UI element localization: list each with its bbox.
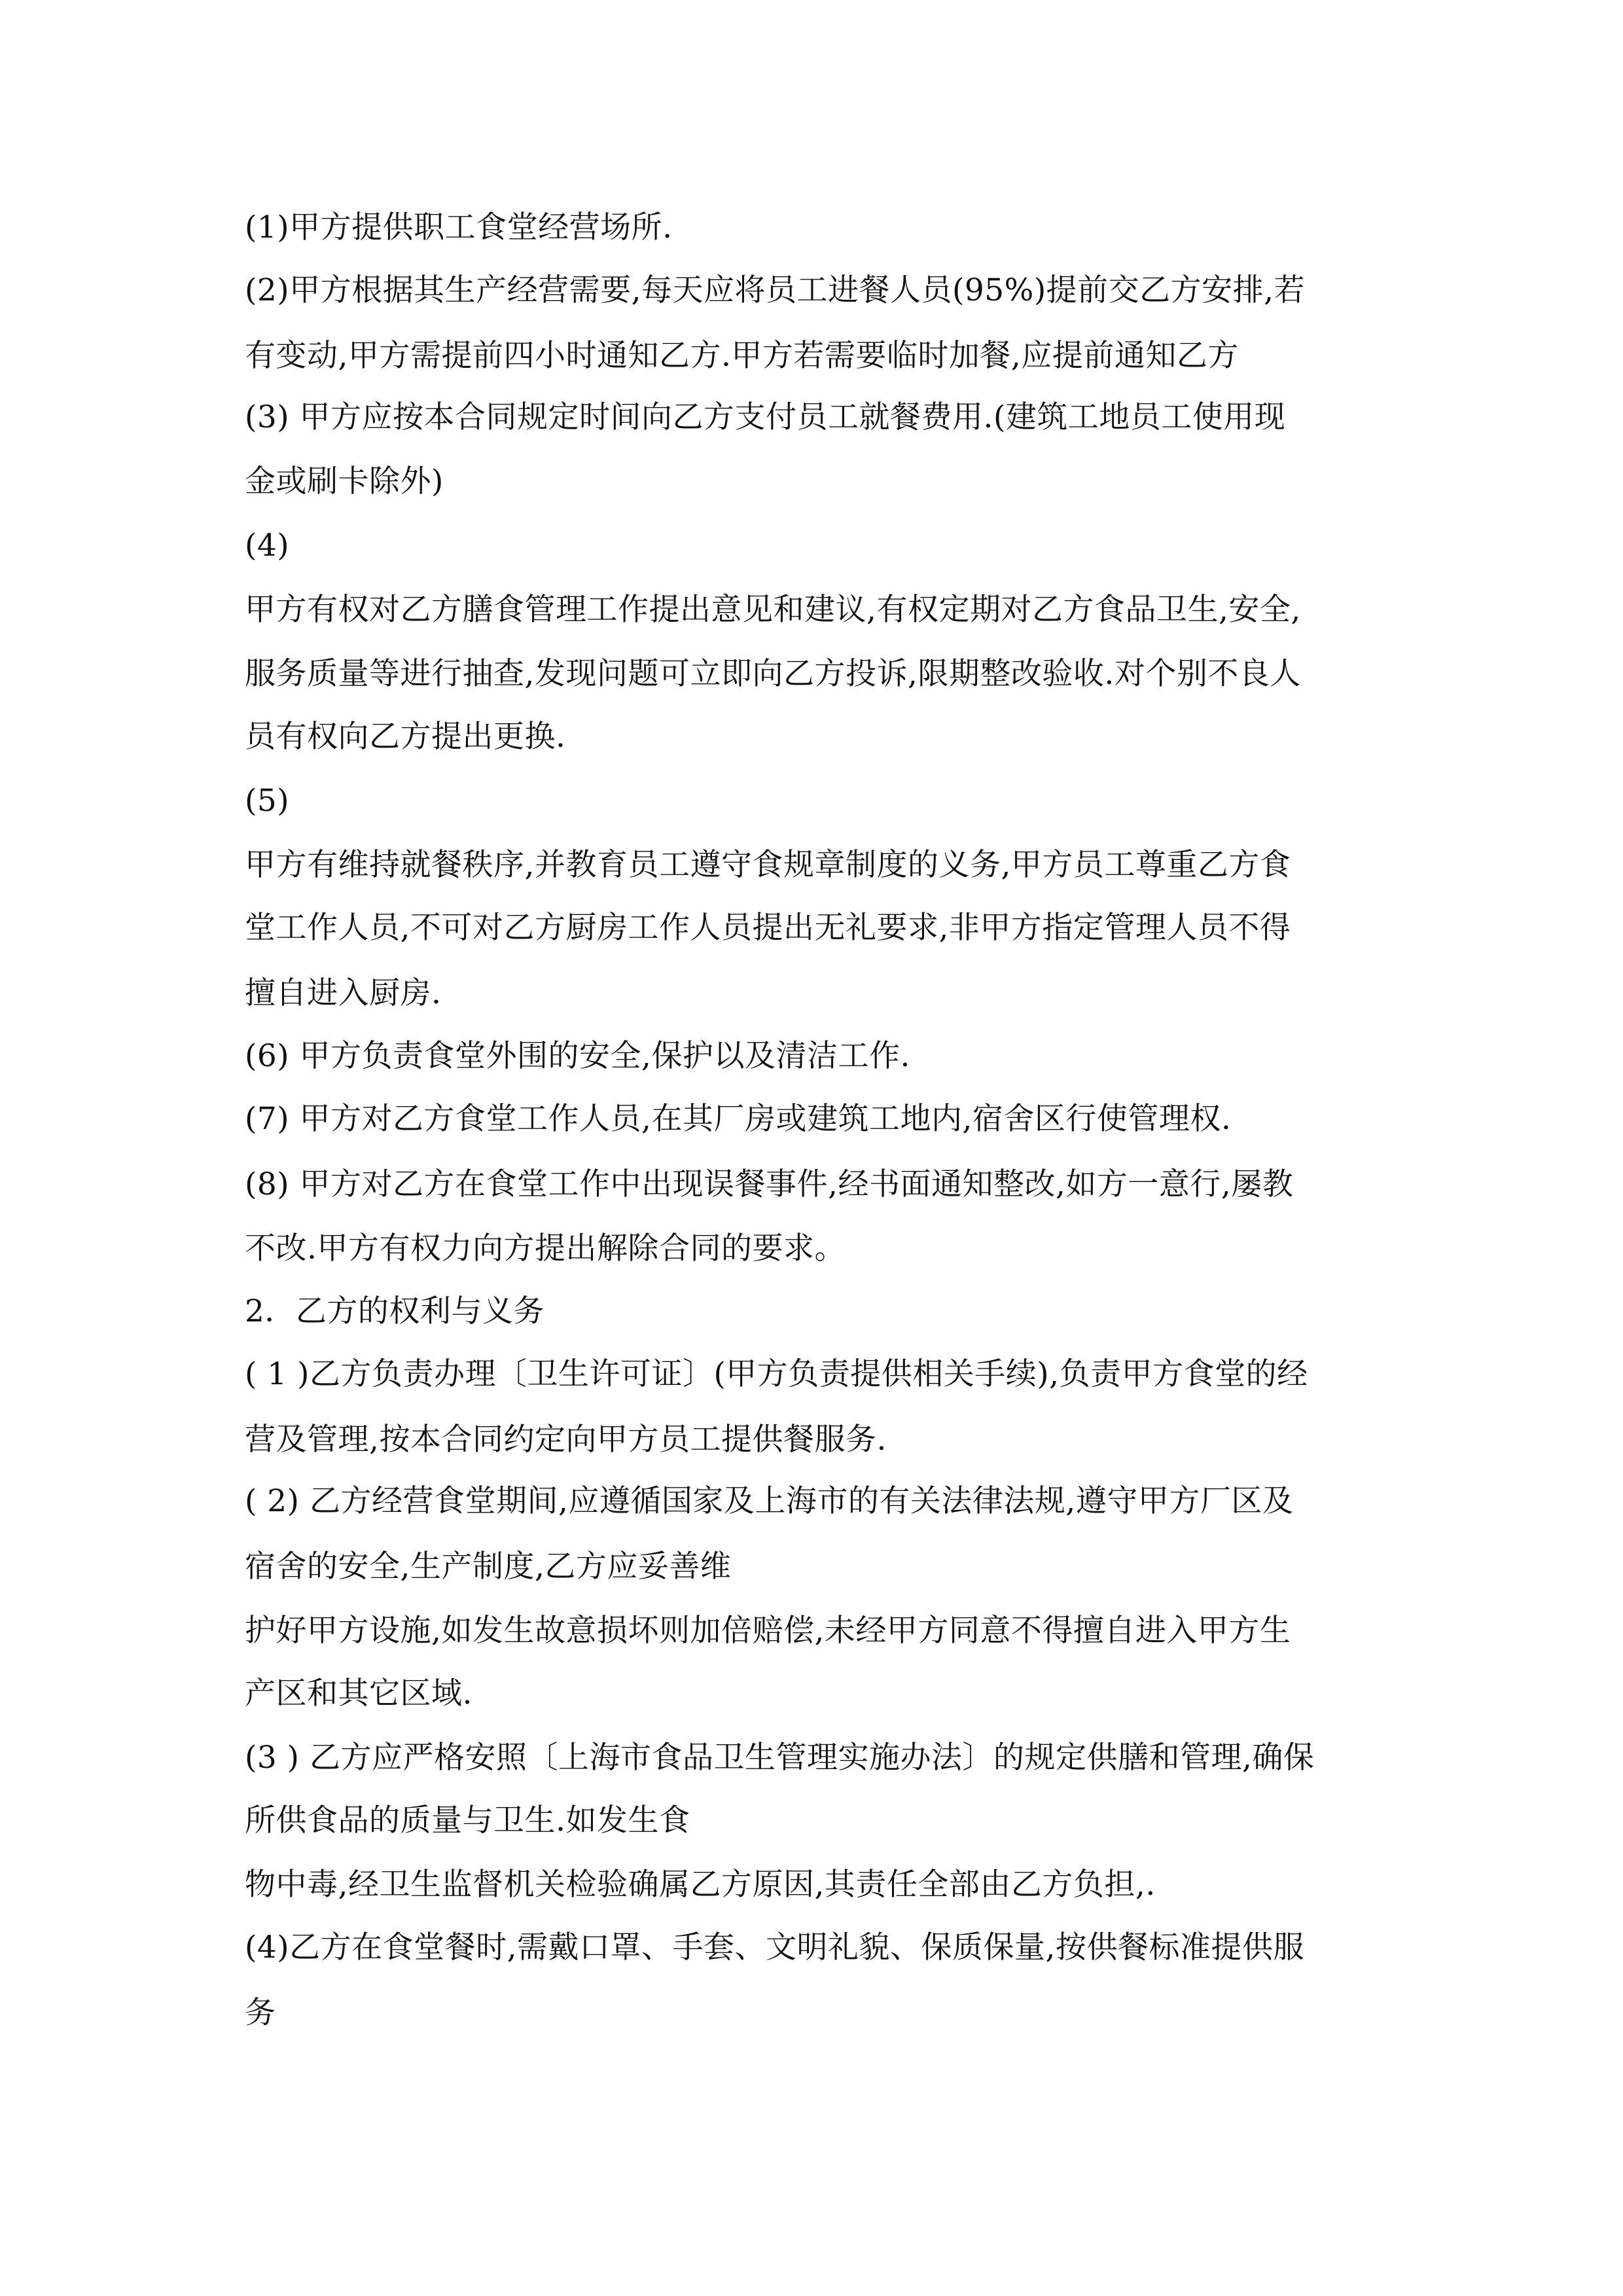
text-line: 务 bbox=[245, 1995, 276, 2031]
text-line: 所供食品的质量与卫生.如发生食 bbox=[245, 1803, 690, 1839]
text-line: ( 1 )乙方负责办理〔卫生许可证〕(甲方负责提供相关手续),负责甲方食堂的经 bbox=[245, 1356, 1308, 1392]
text-line: (3 ) 乙方应严格安照〔上海市食品卫生管理实施办法〕的规定供膳和管理,确保 bbox=[245, 1740, 1315, 1776]
text-line: (4) bbox=[245, 528, 290, 564]
text-line: 金或刷卡除外) bbox=[245, 463, 444, 499]
text-line: 有变动,甲方需提前四小时通知乙方.甲方若需要临时加餐,应提前通知乙方 bbox=[245, 338, 1239, 374]
text-line: (8) 甲方对乙方在食堂工作中出现误餐事件,经书面通知整改,如方一意行,屡教 bbox=[245, 1166, 1294, 1202]
text-line: 宿舍的安全,生产制度,乙方应妥善维 bbox=[245, 1549, 732, 1585]
text-line: (7) 甲方对乙方食堂工作人员,在其厂房或建筑工地内,宿舍区行使管理权. bbox=[245, 1101, 1232, 1137]
text-line: 擅自进入厨房. bbox=[245, 975, 442, 1011]
text-line: (2)甲方根据其生产经营需要,每天应将员工进餐人员(95%)提前交乙方安排,若 bbox=[245, 272, 1306, 308]
text-line: (5) bbox=[245, 783, 290, 819]
section-heading: 2．乙方的权利与义务 bbox=[245, 1293, 544, 1329]
text-line: (6) 甲方负责食堂外围的安全,保护以及清洁工作. bbox=[245, 1038, 910, 1074]
text-line: (4)乙方在食堂餐时,需戴口罩、手套、文明礼貌、保质保量,按供餐标准提供服 bbox=[245, 1929, 1304, 1965]
text-line: 员有权向乙方提出更换. bbox=[245, 719, 566, 755]
text-line: 物中毒,经卫生监督机关检验确属乙方原因,其责任全部由乙方负担,. bbox=[245, 1867, 1156, 1903]
text-line: 服务质量等进行抽查,发现问题可立即向乙方投诉,限期整改验收.对个别不良人 bbox=[245, 656, 1301, 692]
text-line: (1)甲方提供职工食堂经营场所. bbox=[245, 209, 673, 245]
text-line: 甲方有维持就餐秩序,并教育员工遵守食规章制度的义务,甲方员工尊重乙方食 bbox=[245, 847, 1291, 883]
text-line: ( 2) 乙方经营食堂期间,应遵循国家及上海市的有关法律法规,遵守甲方厂区及 bbox=[245, 1483, 1294, 1519]
text-line: (3) 甲方应按本合同规定时间向乙方支付员工就餐费用.(建筑工地员工使用现 bbox=[245, 399, 1286, 435]
text-line: 不改.甲方有权力向方提出解除合同的要求。 bbox=[245, 1230, 846, 1266]
text-line: 堂工作人员,不可对乙方厨房工作人员提出无礼要求,非甲方指定管理人员不得 bbox=[245, 910, 1291, 946]
text-line: 产区和其它区域. bbox=[245, 1676, 473, 1712]
text-line: 甲方有权对乙方膳食管理工作提出意见和建议,有权定期对乙方食品卫生,安全, bbox=[245, 592, 1301, 628]
text-line: 营及管理,按本合同约定向甲方员工提供餐服务. bbox=[245, 1422, 887, 1458]
text-line: 护好甲方设施,如发生故意损坏则加倍赔偿,未经甲方同意不得擅自进入甲方生 bbox=[245, 1613, 1291, 1649]
